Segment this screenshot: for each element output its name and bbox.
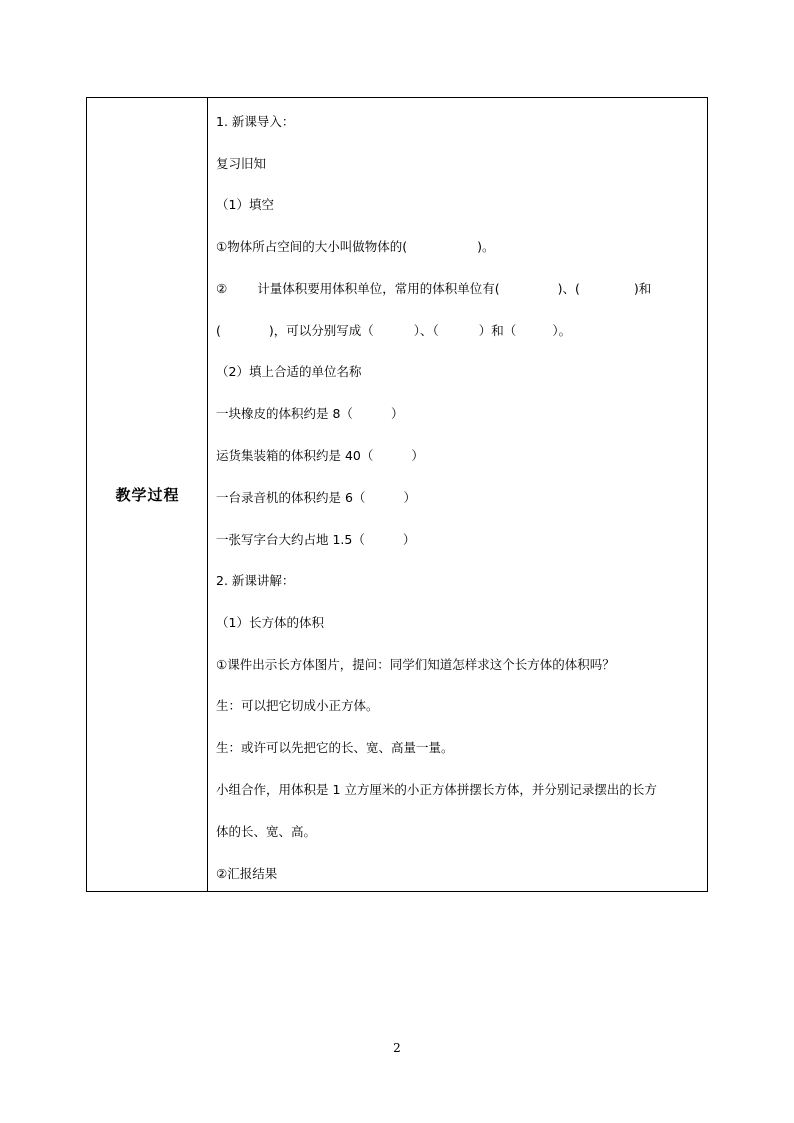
question-1-end: )。 bbox=[477, 239, 495, 254]
student-answer-1: 生：可以把它切成小正方体。 bbox=[216, 698, 379, 713]
question-2-continued bbox=[216, 321, 701, 339]
unit-item-text: 一张写字台大约占地 1.5（ bbox=[216, 532, 365, 547]
cuboid-volume-title: （1）长方体的体积 bbox=[216, 615, 324, 630]
content-column bbox=[208, 98, 707, 891]
page-number: 2 bbox=[393, 1041, 401, 1055]
paren-close: ） bbox=[411, 448, 424, 463]
unit-name-title: （2）填上合适的单位名称 bbox=[216, 364, 362, 379]
lesson-table bbox=[86, 97, 708, 892]
question-2-marker: ② bbox=[216, 281, 228, 296]
unit-item-recorder bbox=[216, 488, 701, 506]
question-2-text: 计量体积要用体积单位，常用的体积单位有( bbox=[257, 281, 500, 296]
step-2: ②汇报结果 bbox=[216, 866, 278, 881]
group-activity-continued: 体的长、宽、高。 bbox=[216, 824, 317, 839]
question-1 bbox=[216, 237, 701, 255]
heading-new-lesson: 2. 新课讲解： bbox=[216, 573, 295, 588]
group-activity: 小组合作，用体积是 1 立方厘米的小正方体拼摆长方体，并分别记录摆出的长方 bbox=[216, 782, 657, 797]
question-2-text-2: )，可以分别写成（ bbox=[268, 323, 374, 338]
step-1: ①课件出示长方体图片，提问：同学们知道怎样求这个长方体的体积吗？ bbox=[216, 657, 615, 672]
unit-item-eraser bbox=[216, 404, 701, 422]
paren-open: ( bbox=[216, 323, 221, 338]
heading-intro: 1. 新课导入： bbox=[216, 114, 295, 129]
label-column bbox=[87, 98, 208, 891]
paren-close: ）。 bbox=[552, 323, 572, 338]
unit-item-text: 运货集装箱的体积约是 40（ bbox=[216, 448, 374, 463]
unit-item-desk bbox=[216, 530, 701, 548]
unit-item-text: 一台录音机的体积约是 6（ bbox=[216, 490, 366, 505]
paren-close: ） bbox=[390, 406, 404, 421]
paren-sep: ）、（ bbox=[413, 323, 439, 338]
paren-close: ） bbox=[402, 532, 416, 547]
fill-blank-title: （1）填空 bbox=[216, 197, 274, 212]
unit-item-container bbox=[216, 446, 701, 464]
review-title: 复习旧知 bbox=[216, 156, 267, 171]
unit-item-text: 一块橡皮的体积约是 8（ bbox=[216, 406, 353, 421]
paren-sep: ）和（ bbox=[478, 323, 517, 338]
question-2-sep-2: )和 bbox=[633, 281, 652, 296]
paren-close: ） bbox=[403, 490, 416, 505]
student-answer-2: 生：或许可以先把它的长、宽、高量一量。 bbox=[216, 740, 454, 755]
question-1-text: ①物体所占空间的大小叫做物体的( bbox=[216, 239, 408, 254]
question-2-sep-1: )、( bbox=[557, 281, 580, 296]
question-2 bbox=[216, 279, 701, 297]
section-label: 教学过程 bbox=[115, 486, 180, 504]
